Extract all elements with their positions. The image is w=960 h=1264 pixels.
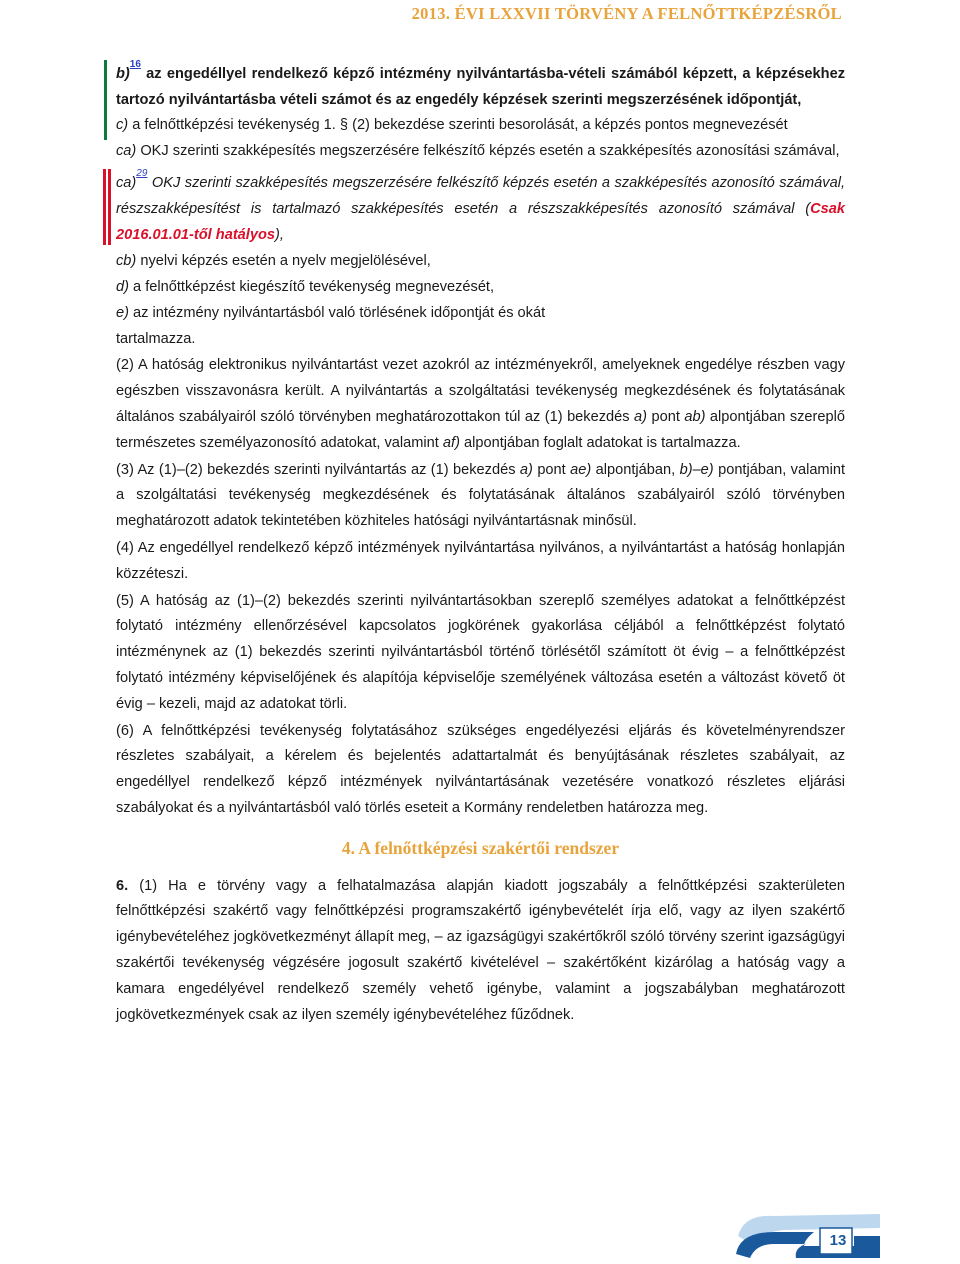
paragraph-e: e) az intézmény nyilvántartásból való törlésének időpontját és okát bbox=[116, 304, 546, 321]
subsection-2: (2) A hatóság elektronikus nyilvántartást vezet azokról az intézményekről, amelyeknek engedélye részben vagy egészben visszavonásra került. A nyilvántartás a szolgáltatási tevékenység megkezdésének és folytatásának általános szabályairól szóló törvényben meghatározottakon túl az (1) bekezdés a) pont ab) alpontjában szereplő természetes személyazonosító adatokat, valamint af) alpontjában foglalt adatokat is tartalmazza. bbox=[116, 357, 845, 451]
point-label: ca) bbox=[116, 143, 137, 160]
paragraph-ca-new: ca)$^{^{29}}$ OKJ szerinti szakképesítés megszerzésére felkészítő képzés esetén a szakképesítés azonosító számával, részszakképesítést is tartalmazó szakképesítés esetén a részszakképesítés azonosító számával (Csak 2016.01.01-től hatályos), bbox=[116, 168, 845, 243]
paragraph-closing: tartalmazza. bbox=[116, 330, 196, 347]
point-label: e) bbox=[116, 304, 129, 321]
effective-date-note: Csak 2016.01.01-től hatályos bbox=[116, 200, 845, 243]
section-6-paragraph: 6. (1) Ha e törvény vagy a felhatalmazása alapján kiadott jogszabály a felnőttképzési szakterületen felnőttképzési szakértő vagy felnőttképzési programszakértő igénybevételét írja elő, vagy az ilyen szakértő igénybevételéhez jogkövetkezményt állapít meg, – az igazságügyi szakértőkről szóló törvény szerint igazságügyi szakértői tevékenység végzésére jogosult szakértő kivételével – szakértőként kizárólag a hatóság vagy a kamara engedélyével rendelkező személy vehető igénybe, valamint a jogszabályban meghatározott jogkövetkezmények csak az ilyen személy igénybevételéhez fűződnek. bbox=[116, 877, 845, 1023]
paragraph-d: d) a felnőttképzést kiegészítő tevékenység megnevezését, bbox=[116, 279, 495, 296]
amendment-marker-green bbox=[104, 60, 107, 140]
subsection-5: (5) A hatóság az (1)–(2) bekezdés szerinti nyilvántartásokban szereplő személyes adatokat a felnőttképzést folytató intézmény ellenőrzésével kapcsolatos jogkörének gyakorlása céljából a felnőttképzést folytató intézménynek az (1) bekezdés szerinti nyilvántartásból történő törlésétől számított öt évig – a felnőttképzést folytató intézmény képviselőjének és alapítója képviselője személyének változása esetén a változást követő öt évig – kezeli, majd az adatokat törli. bbox=[116, 592, 845, 712]
section-number: 6. bbox=[116, 877, 129, 894]
subsection-6: (6) A felnőttképzési tevékenység folytatásához szükséges engedélyezési eljárás és követelményrendszer részletes szabályait, a kérelem és bejelentés adattartalmát és benyújtásának részletes szabályait, az engedéllyel rendelkező képző intézmények nyilvántartásának vezetésére vonatkozó részletes eljárási szabályokat és a nyilvántartásból való törlés eseteit a Kormány rendeletben határozza meg. bbox=[116, 722, 845, 817]
amendment-block-ca bbox=[116, 165, 845, 248]
paragraph-ca: ca) OKJ szerinti szakképesítés megszerzésére felkészítő képzés esetén a szakképesítés azonosítási számával, bbox=[116, 143, 840, 160]
section-heading: 4. A felnőttképzési szakértői rendszer bbox=[341, 837, 620, 858]
point-label: c) bbox=[116, 117, 129, 134]
publisher-logo bbox=[734, 1206, 884, 1260]
point-label: ca) bbox=[116, 174, 137, 191]
point-label: cb) bbox=[116, 253, 137, 270]
subsection-4: (4) Az engedéllyel rendelkező képző intézmények nyilvántartása nyilvános, a nyilvántartást a hatóság honlapján közzéteszi. bbox=[116, 540, 845, 582]
amendment-block-b bbox=[116, 56, 845, 113]
paragraph-b: b)$^{^{16}}$ az engedéllyel rendelkező képző intézmény nyilvántartásba-vételi számából képzett, a képzésekhez tartozó nyilvántartásba vételi számot és az engedély képzések szerinti megszerzésének időpontját, bbox=[116, 58, 845, 108]
point-label: b) bbox=[116, 65, 130, 82]
amendment-marker-red bbox=[108, 169, 111, 245]
running-header: 2013. ÉVI LXXVII TÖRVÉNY A FELNŐTTKÉPZÉSRŐL bbox=[411, 4, 842, 23]
page-number: 13 bbox=[829, 1232, 847, 1249]
subsection-3: (3) Az (1)–(2) bekezdés szerinti nyilvántartás az (1) bekezdés a) pont ae) alpontjában, b)–e) pontjában, valamint a szolgáltatási tevékenység megkezdésének és folytatásának általános szabályairól szóló törvényben meghatározott adatok tekintetében közhiteles hatósági nyilvántartásnak minősül. bbox=[116, 461, 846, 530]
point-label: d) bbox=[116, 279, 129, 296]
footnote-link-16[interactable]: 16 bbox=[129, 58, 141, 70]
document-body bbox=[116, 56, 845, 1028]
amendment-marker-red bbox=[103, 169, 106, 245]
footnote-link-29[interactable]: 29 bbox=[136, 168, 148, 179]
logo-shape-dark bbox=[736, 1232, 880, 1258]
paragraph-cb: cb) nyelvi képzés esetén a nyelv megjelölésével, bbox=[116, 253, 431, 270]
paragraph-c: c) a felnőttképzési tevékenység 1. § (2) bekezdése szerinti besorolását, a képzés pontos megnevezését bbox=[116, 117, 788, 134]
